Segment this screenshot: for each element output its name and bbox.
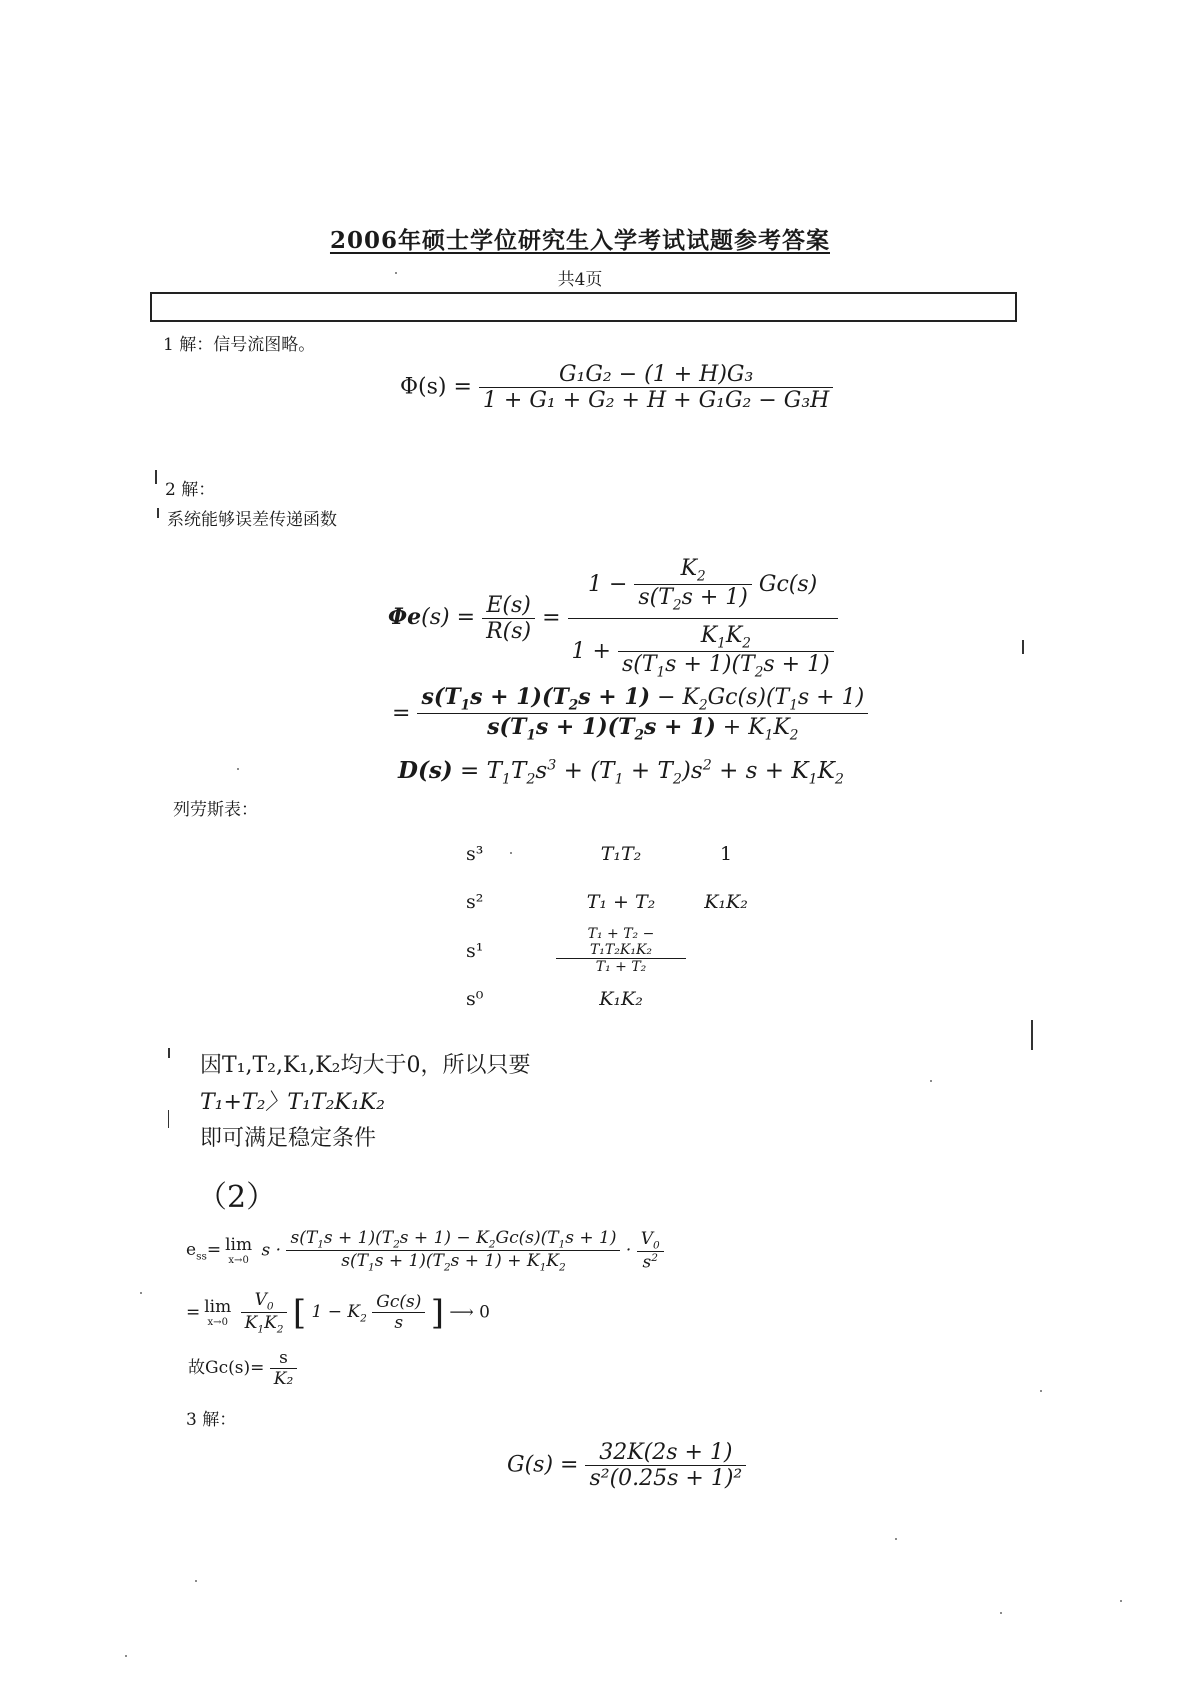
q3-label: 3 解：: [186, 1410, 237, 1430]
scan-speck: [1000, 1612, 1002, 1614]
routh-label: 列劳斯表：: [173, 800, 258, 820]
routh-col1: T₁ + T₂: [586, 891, 656, 913]
scan-speck: [895, 1538, 897, 1540]
condition-line-3: 即可满足稳定条件: [200, 1126, 377, 1151]
header-box: [150, 292, 1017, 322]
scan-speck: [1120, 1600, 1122, 1602]
q3-formula: [507, 1440, 746, 1491]
routh-col2: K₁K₂: [704, 891, 748, 913]
routh-power: s¹: [466, 939, 484, 962]
q3-lhs: G(s) =: [507, 1452, 579, 1478]
routh-col1: T₁T₂: [600, 843, 642, 865]
scan-speck: [930, 1080, 932, 1082]
q3-denominator: s²(0.25s + 1)²: [589, 1466, 743, 1491]
q1-numerator: G₁G₂ − (1 + H)G₃: [479, 362, 833, 388]
scan-speck: [195, 1580, 197, 1582]
q3-numerator: 32K(2s + 1): [585, 1440, 746, 1466]
routh-row: [466, 878, 766, 926]
routh-col2: [686, 926, 766, 975]
scan-speck: [510, 852, 512, 854]
routh-table: [466, 830, 766, 1023]
scan-mark: [1031, 1020, 1033, 1050]
part-2-label: （2）: [197, 1180, 277, 1215]
gc-result-prefix: 故Gc(s)=: [188, 1358, 265, 1378]
steady-state-error: $e_{ss}=$ lim x→0 s · $\frac{s(T_1s + 1)(T_2s + 1) - K_2Gc(s)(T_1s + 1)}{s(T_1s + 1)(T_2s + 1) + K_1K_2}$ · $\frac{V_0}{s^2}$: [186, 1228, 664, 1274]
scan-speck: [237, 768, 239, 770]
characteristic-equation: $D(s) = T_1T_2s^3 + (T_1 + T_2)s^2 + s + K_1K_2$: [398, 757, 844, 788]
scan-speck: [140, 1292, 142, 1294]
gc-numerator: s: [270, 1348, 298, 1369]
q1-fraction: [479, 362, 833, 413]
scan-mark: [1022, 640, 1024, 654]
routh-col2: [686, 975, 766, 1023]
condition-line-2: T₁+T₂〉T₁T₂K₁K₂: [200, 1090, 385, 1115]
q2-intro: 系统能够误差传递函数: [167, 510, 337, 530]
steady-state-limit: = lim x→0 $\frac{V_0}{K_1K_2}$ [ $1 - K_2$ $\frac{Gc(s)}{s}$ ] ⟶ 0: [186, 1290, 490, 1336]
scan-mark: [168, 1048, 170, 1058]
routh-col1-numerator: T₁ + T₂ − T₁T₂K₁K₂: [556, 926, 686, 959]
gc-denominator: K₂: [273, 1369, 294, 1389]
gc-result: [188, 1348, 297, 1389]
routh-power: s³: [466, 843, 484, 865]
scan-speck: [395, 272, 397, 274]
routh-row: [466, 926, 766, 975]
q1-phi: Φ(s) =: [400, 374, 472, 400]
scan-mark: [155, 470, 157, 484]
routh-col1: K₁K₂: [599, 988, 643, 1010]
condition-line-1: 因T₁,T₂,K₁,K₂均大于0，所以只要: [200, 1053, 531, 1078]
q1-denominator: 1 + G₁ + G₂ + H + G₁G₂ − G₃H: [482, 388, 830, 413]
q2-label: 2 解：: [165, 480, 216, 500]
q1-label: 1 解：信号流图略。: [163, 335, 316, 355]
routh-col2: 1: [719, 843, 733, 865]
scan-speck: [125, 1655, 127, 1657]
routh-power: s²: [466, 891, 484, 913]
routh-row: [466, 975, 766, 1023]
scan-mark: [168, 1110, 169, 1128]
routh-col1-denominator: T₁ + T₂: [595, 959, 647, 975]
error-transfer-simplified: = $\frac{s(T_1s + 1)(T_2s + 1) - K_2Gc(s)(T_1s + 1)}{s(T_1s + 1)(T_2s + 1) + K_1K_2}$: [392, 684, 868, 744]
routh-power: s⁰: [466, 988, 484, 1010]
routh-row: [466, 830, 766, 878]
scan-mark: [157, 508, 159, 518]
scan-speck: [1040, 1390, 1042, 1392]
page-count: 共4页: [557, 270, 603, 290]
error-transfer-function: Φe(s) = $\frac{E(s)}{R(s)}$ = 1 − $\frac{K_2}{s(T_2s + 1)}$ Gc(s) 1 + $\frac{K_1K_2}{s(T_1s + 1)(T_2s + 1)}$: [388, 556, 838, 681]
document-title: 2006年硕士学位研究生入学考试试题参考答案: [329, 227, 830, 254]
q1-formula: [400, 362, 833, 413]
